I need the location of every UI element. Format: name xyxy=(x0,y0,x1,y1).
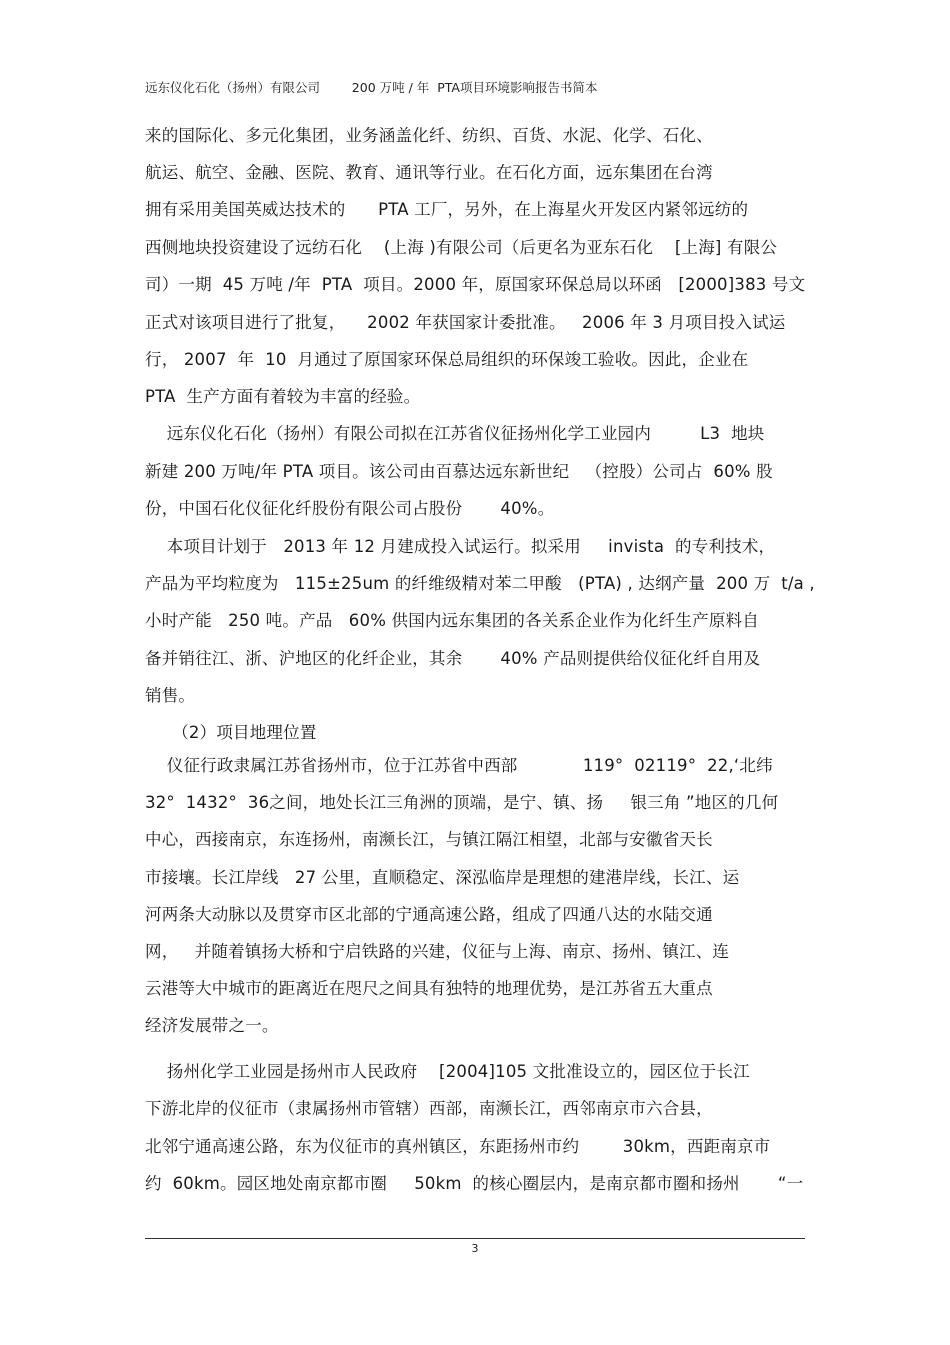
running-header: 远东仪化石化（扬州）有限公司 200 万吨 / 年 PTA项目环境影响报告书简本 xyxy=(145,80,598,95)
body-line: 备并销往江、浙、沪地区的化纤企业，其余 40% 产品则提供给仪征化纤自用及 xyxy=(145,649,761,668)
footer-divider xyxy=(145,1238,805,1239)
body-line: 市接壤。长江岸线 27 公里，直顺稳定、深泓临岸是理想的建港岸线，长江、运 xyxy=(145,868,740,887)
body-line: 来的国际化、多元化集团，业务涵盖化纤、纺织、百货、水泥、化学、石化、 xyxy=(145,126,713,145)
body-line: 网， 并随着镇扬大桥和宁启铁路的兴建，仪征与上海、南京、扬州、镇江、连 xyxy=(145,942,730,961)
body-line: 正式对该项目进行了批复， 2002 年获国家计委批准。 2006 年 3 月项目投入试运 xyxy=(145,313,786,332)
page-number: 3 xyxy=(471,1242,479,1255)
body-line: 新建 200 万吨/年 PTA 项目。该公司由百慕达远东新世纪 （控股）公司占 60% 股 xyxy=(145,462,773,481)
body-line: 远东仪化石化（扬州）有限公司拟在江苏省仪征扬州化学工业园内 L3 地块 xyxy=(145,424,765,443)
body-line: 小时产能 250 吨。产品 60% 供国内远东集团的各关系企业作为化纤生产原料自 xyxy=(145,611,759,630)
body-line: 仪征行政隶属江苏省扬州市，位于江苏省中西部 119° 02119° 22,‘北纬 xyxy=(145,756,773,775)
body-line: 北邻宁通高速公路，东为仪征市的真州镇区，东距扬州市约 30km，西距南京市 xyxy=(145,1137,771,1156)
body-line: 西侧地块投资建设了远纺石化 (上海 )有限公司（后更名为亚东石化 [上海] 有限公 xyxy=(145,238,778,257)
body-line: 下游北岸的仪征市（隶属扬州市管辖）西部，南濒长江，西邻南京市六合县， xyxy=(145,1099,713,1118)
body-line: 行， 2007 年 10 月通过了原国家环保总局组织的环保竣工验收。因此，企业在 xyxy=(145,350,749,369)
body-line: 32° 1432° 36之间，地处长江三角洲的顶端，是宁、镇、扬 银三角 ”地区的几何 xyxy=(145,793,779,812)
body-line: 中心，西接南京，东连扬州，南濒长江，与镇江隔江相望，北部与安徽省天长 xyxy=(145,830,713,849)
body-line: 航运、航空、金融、医院、教育、通讯等行业。在石化方面，远东集团在台湾 xyxy=(145,163,713,182)
body-line: 河两条大动脉以及贯穿市区北部的宁通高速公路，组成了四通八达的水陆交通 xyxy=(145,905,713,924)
body-line: 拥有采用美国英威达技术的 PTA 工厂，另外，在上海星火开发区内紧邻远纺的 xyxy=(145,200,749,219)
body-line: 经济发展带之一。 xyxy=(145,1016,279,1035)
body-line: 司）一期 45 万吨 /年 PTA 项目。2000 年，原国家环保总局以环函 [2000]383 号文 xyxy=(145,275,806,294)
body-line: 本项目计划于 2013 年 12 月建成投入试运行。拟采用 invista 的专利技术， xyxy=(145,537,776,556)
body-line: 份，中国石化仪征化纤股份有限公司占股份 40%。 xyxy=(145,499,555,518)
body-line: PTA 生产方面有着较为丰富的经验。 xyxy=(145,387,421,406)
body-line: 销售。 xyxy=(145,686,196,705)
body-line: 扬州化学工业园是扬州市人民政府 [2004]105 文批准设立的，园区位于长江 xyxy=(145,1062,750,1081)
body-line: 产品为平均粒度为 115±25um 的纤维级精对苯二甲酸 (PTA) , 达纲产量 200 万 t/a , xyxy=(145,574,815,593)
body-line: 云港等大中城市的距离近在咫尺之间具有独特的地理优势，是江苏省五大重点 xyxy=(145,979,713,998)
body-line: （2）项目地理位置 xyxy=(145,723,317,742)
body-line: 约 60km。园区地处南京都市圈 50km 的核心圈层内，是南京都市圈和扬州 “一 xyxy=(145,1174,804,1193)
